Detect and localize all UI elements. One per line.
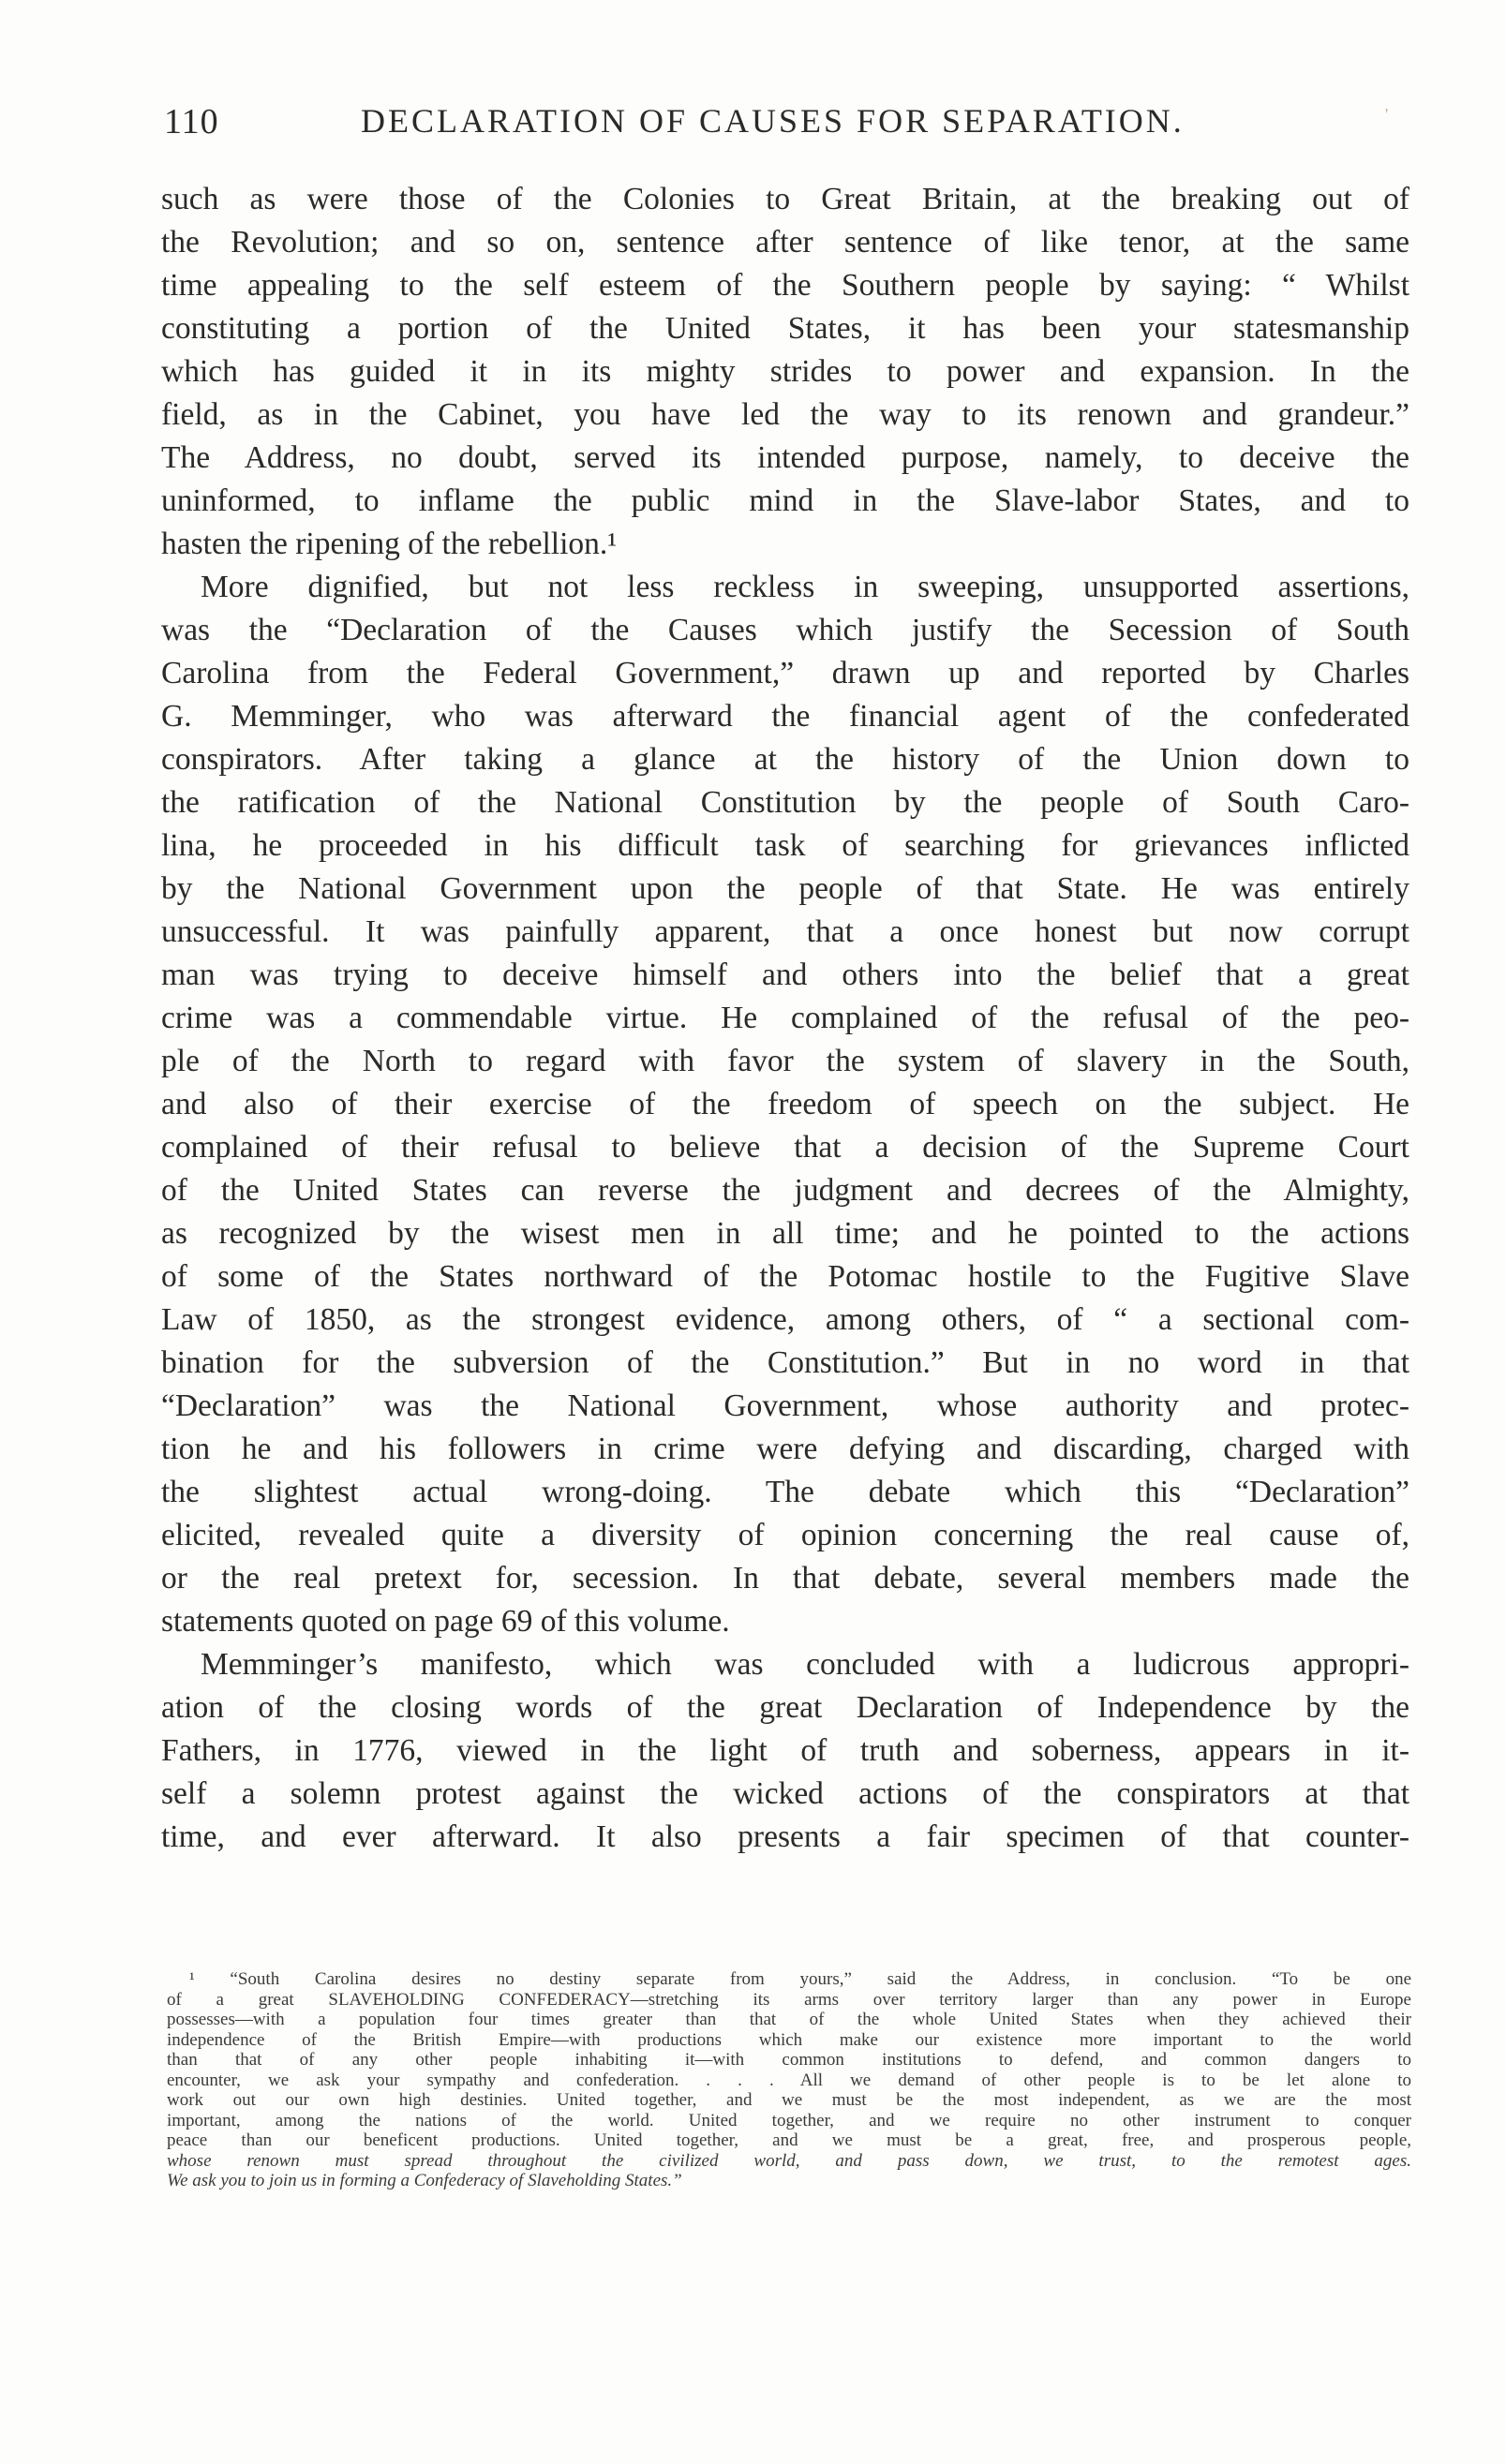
page-header: [164, 101, 1410, 148]
text-line: time appealing to the self esteem of the Southern people by saying: “ Whilst: [161, 268, 1409, 303]
footnote-line: ¹ “South Carolina desires no destiny separate from yours,” said the Address, in conclusion. “To be one: [189, 1969, 1411, 1989]
footnote-line: encounter, we ask your sympathy and confederation. . . . All we demand of other people is to be let alone to: [167, 2070, 1411, 2090]
text-line: statements quoted on page 69 of this volume.: [161, 1604, 730, 1639]
running-head: DECLARATION OF CAUSES FOR SEPARATION.: [361, 102, 1185, 140]
footnote-line: of a great SLAVEHOLDING CONFEDERACY—stretching its arms over territory larger than any power in Europe: [167, 1989, 1411, 2010]
text-line: bination for the subversion of the Constitution.” But in no word in that: [161, 1345, 1409, 1380]
text-line: man was trying to deceive himself and others into the belief that a great: [161, 957, 1409, 992]
page-number: 110: [164, 102, 219, 141]
text-line: crime was a commendable virtue. He complained of the refusal of the peo-: [161, 1001, 1409, 1035]
text-line: was the “Declaration of the Causes which justify the Secession of South: [161, 613, 1409, 647]
text-line: tion he and his followers in crime were defying and discarding, charged with: [161, 1432, 1409, 1466]
text-line: which has guided it in its mighty strides to power and expansion. In the: [161, 354, 1409, 389]
footnote-line: We ask you to join us in forming a Confederacy of Slaveholding States.”: [167, 2171, 682, 2190]
text-line: G. Memminger, who was afterward the financial agent of the confederated: [161, 699, 1409, 734]
text-line: of the United States can reverse the judgment and decrees of the Almighty,: [161, 1173, 1409, 1208]
footnote-line: than that of any other people inhabiting it—with common institutions to defend, and common dangers to: [167, 2050, 1411, 2070]
text-line: such as were those of the Colonies to Great Britain, at the breaking out of: [161, 182, 1409, 216]
text-line: Carolina from the Federal Government,” drawn up and reported by Charles: [161, 656, 1409, 690]
text-line: by the National Government upon the people of that State. He was entirely: [161, 871, 1409, 906]
text-line: Fathers, in 1776, viewed in the light of truth and soberness, appears in it-: [161, 1733, 1409, 1768]
text-line: Law of 1850, as the strongest evidence, among others, of “ a sectional com-: [161, 1302, 1409, 1337]
text-line: The Address, no doubt, served its intended purpose, namely, to deceive the: [161, 440, 1409, 475]
text-line: the ratification of the National Constitution by the people of South Caro-: [161, 785, 1409, 820]
text-line: of some of the States northward of the Potomac hostile to the Fugitive Slave: [161, 1259, 1409, 1294]
body-text: [161, 178, 1409, 1859]
text-line: elicited, revealed quite a diversity of opinion concerning the real cause of,: [161, 1518, 1409, 1552]
text-line: conspirators. After taking a glance at the history of the Union down to: [161, 742, 1409, 777]
footnote-line: peace than our beneficent productions. United together, and we must be a great, free, and prosperous people,: [167, 2130, 1411, 2150]
text-line: complained of their refusal to believe that a decision of the Supreme Court: [161, 1130, 1409, 1165]
footnote-line: independence of the British Empire—with productions which make our existence more important to the world: [167, 2029, 1411, 2050]
text-line: Memminger’s manifesto, which was concluded with a ludicrous appropri-: [201, 1647, 1409, 1682]
text-line: constituting a portion of the United States, it has been your statesmanship: [161, 311, 1409, 346]
text-line: the slightest actual wrong-doing. The debate which this “Declaration”: [161, 1475, 1409, 1509]
text-line: “Declaration” was the National Government, whose authority and protec-: [161, 1388, 1409, 1423]
text-line: hasten the ripening of the rebellion.¹: [161, 527, 618, 561]
text-line: ple of the North to regard with favor the system of slavery in the South,: [161, 1044, 1409, 1078]
footnote-line: important, among the nations of the world. United together, and we require no other instrument to conquer: [167, 2110, 1411, 2130]
text-line: lina, he proceeded in his difficult task of searching for grievances inflicted: [161, 828, 1409, 863]
text-line: and also of their exercise of the freedom of speech on the subject. He: [161, 1087, 1409, 1121]
text-line: More dignified, but not less reckless in sweeping, unsupported assertions,: [201, 570, 1409, 604]
text-line: unsuccessful. It was painfully apparent, that a once honest but now corrupt: [161, 914, 1409, 949]
text-line: time, and ever afterward. It also presents a fair specimen of that counter-: [161, 1819, 1409, 1854]
margin-mark: ': [1385, 105, 1389, 124]
text-line: ation of the closing words of the great Declaration of Independence by the: [161, 1690, 1409, 1725]
footnote-line: possesses—with a population four times greater than that of the whole United States when they achieved their: [167, 2010, 1411, 2029]
text-line: uninformed, to inflame the public mind in the Slave-labor States, and to: [161, 483, 1409, 518]
text-line: self a solemn protest against the wicked actions of the conspirators at that: [161, 1776, 1409, 1811]
text-line: as recognized by the wisest men in all time; and he pointed to the actions: [161, 1216, 1409, 1251]
text-line: the Revolution; and so on, sentence after sentence of like tenor, at the same: [161, 225, 1409, 260]
footnotes: [167, 1969, 1411, 2191]
text-line: or the real pretext for, secession. In that debate, several members made the: [161, 1561, 1409, 1596]
footnote-line: whose renown must spread throughout the civilized world, and pass down, we trust, to the remotest ages.: [167, 2150, 1411, 2171]
footnote-line: work out our own high destinies. United together, and we must be the most independent, as we are the most: [167, 2090, 1411, 2110]
text-line: field, as in the Cabinet, you have led the way to its renown and grandeur.”: [161, 397, 1409, 432]
